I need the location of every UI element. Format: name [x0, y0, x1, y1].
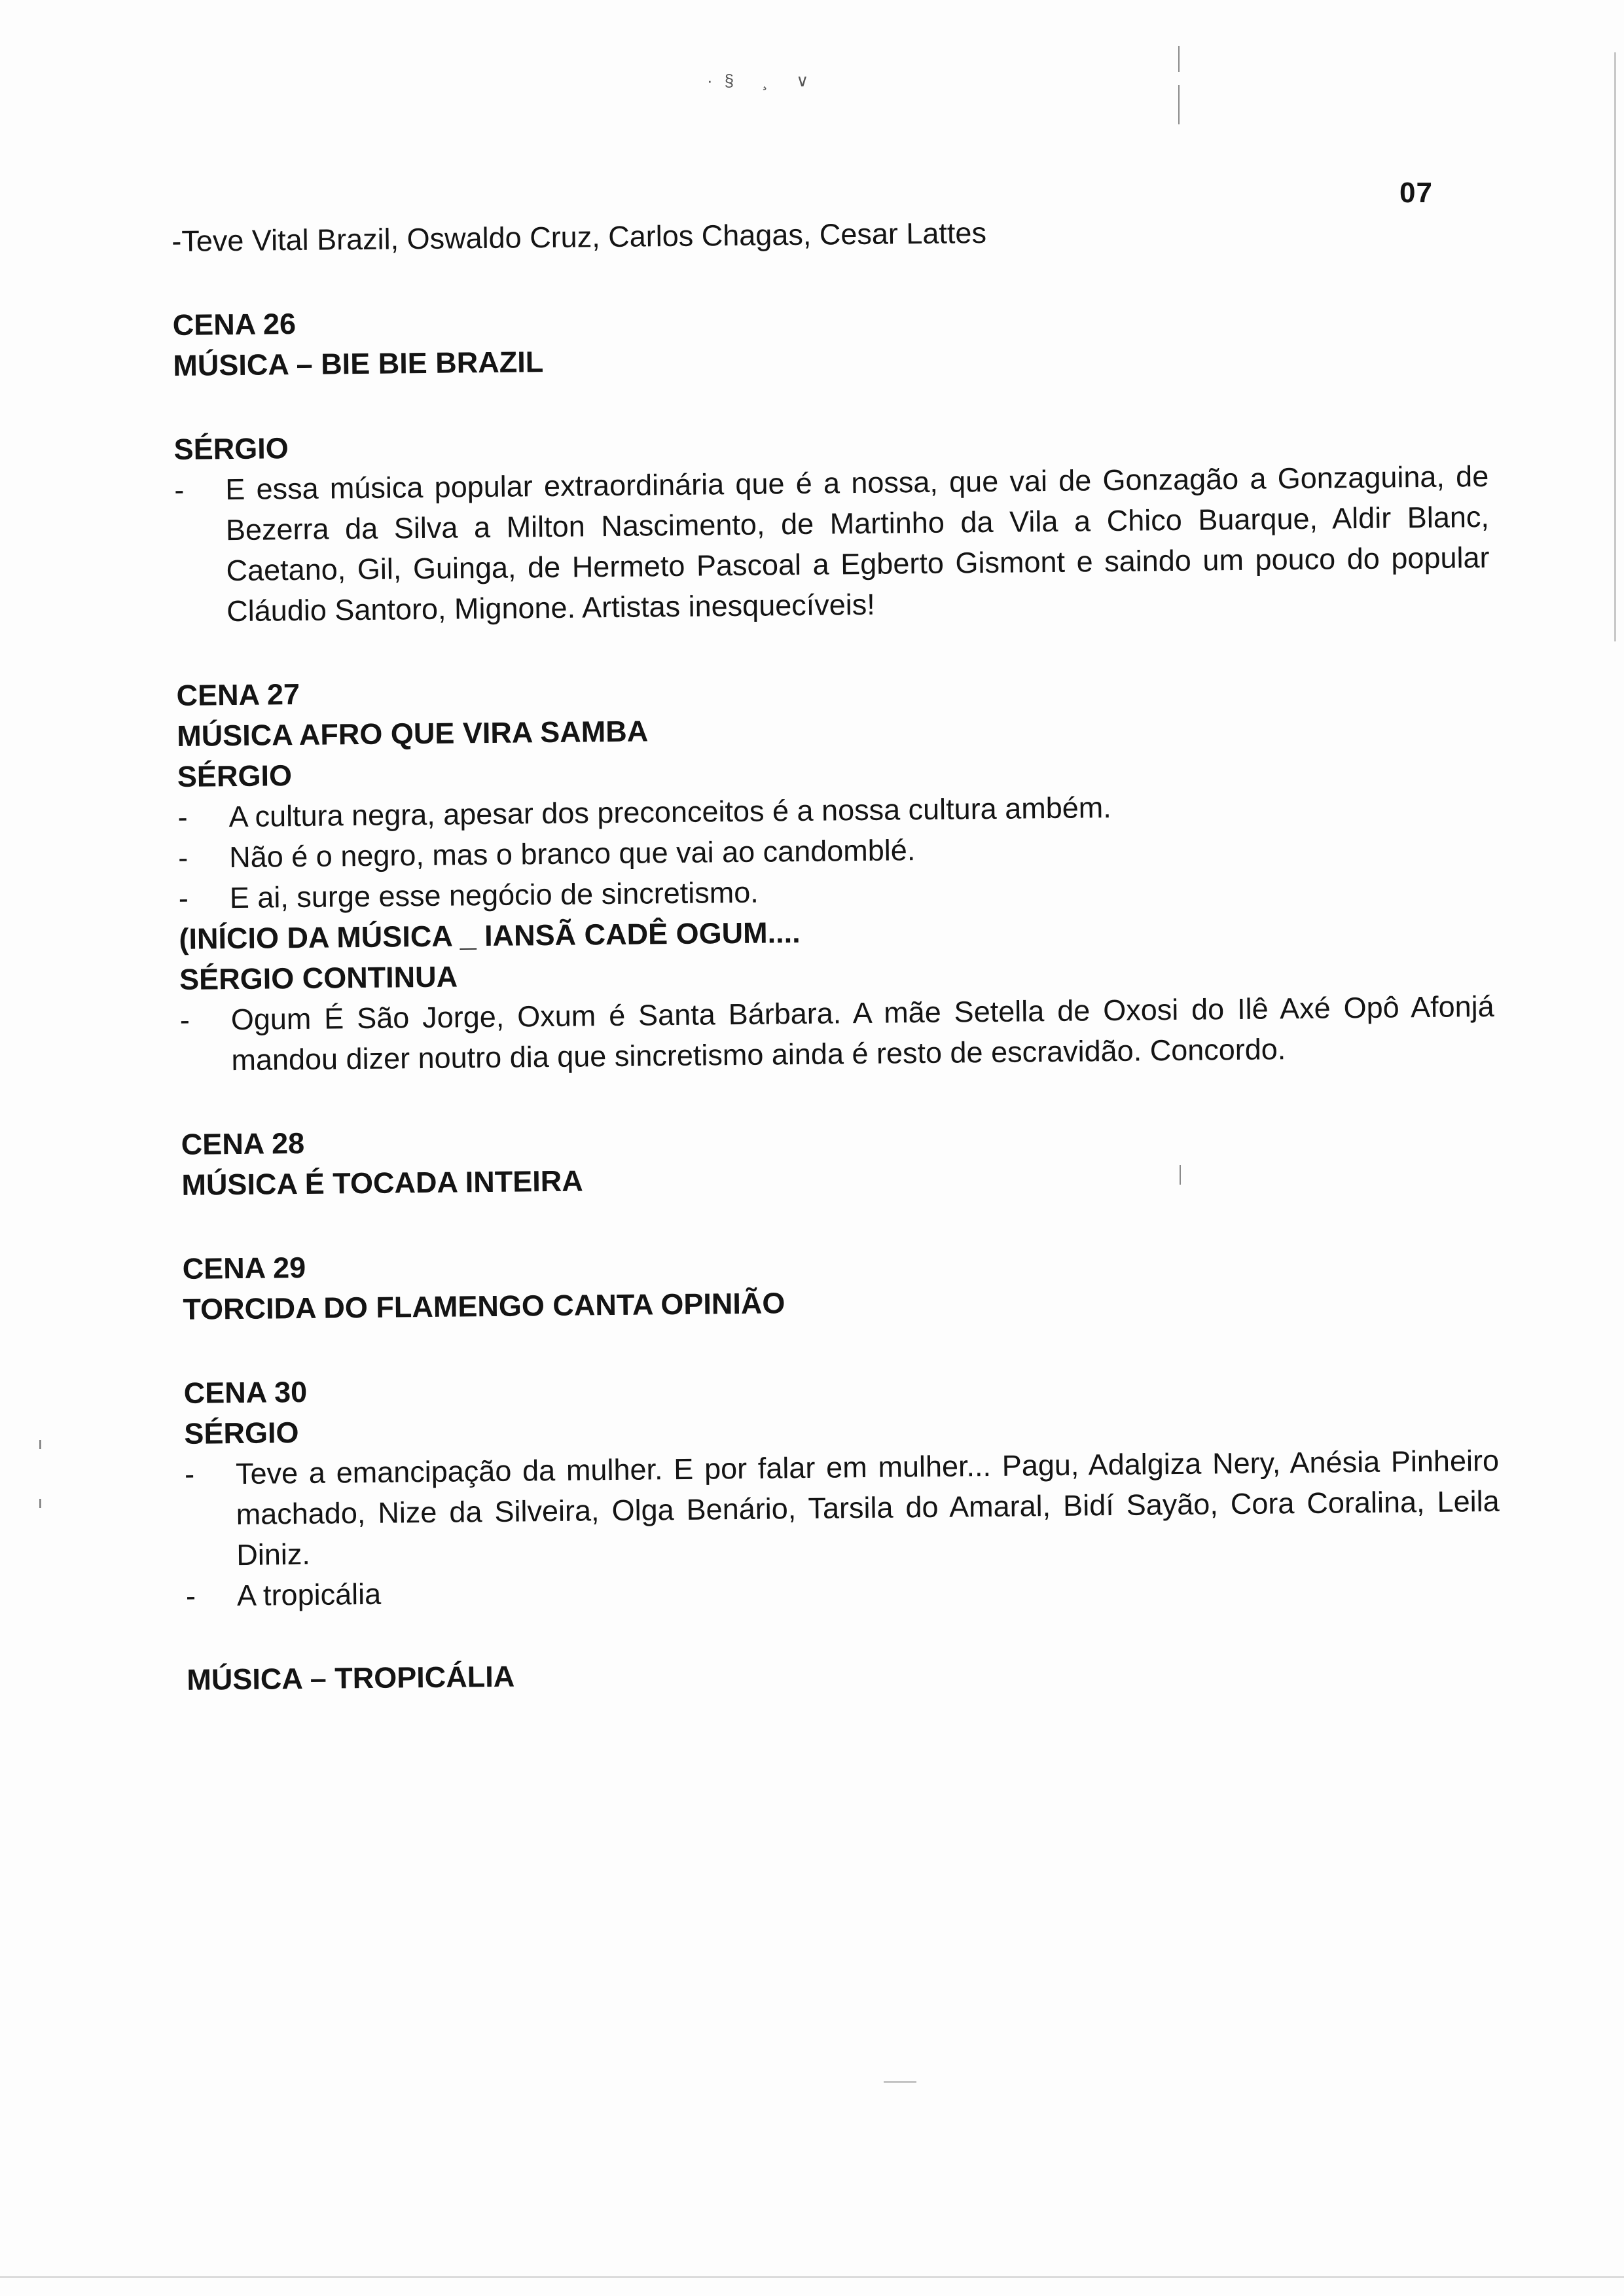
scene-28 — [181, 1111, 1497, 1206]
scan-speck — [1614, 52, 1616, 641]
scan-speck — [0, 2276, 1624, 2278]
scene-29 — [182, 1235, 1498, 1330]
header-marks: ·§ ¸ ∨ — [707, 71, 821, 90]
scan-speck — [1178, 46, 1180, 72]
dialogue-text: Teve a emancipação da mulher. E por falar em mulher... Pagu, Adalgiza Nery, Anésia Pinheiro machado, Nize da Silveira, Olga Benário, Tarsila do Amaral, Bidí Sayão, Cora Coralina, Leila Diniz. — [235, 1443, 1500, 1572]
scene-music: MÚSICA AFRO QUE VIRA SAMBA — [176, 714, 649, 753]
dialogue-line — [185, 1441, 1500, 1576]
dialogue-dash: - — [174, 473, 185, 507]
speaker-continues: SÉRGIO CONTINUA — [179, 960, 458, 996]
scene-title: CENA 30 — [183, 1374, 308, 1410]
dialogue-text: Ogum É São Jorge, Oxum é Santa Bárbara. A mãe Setella de Oxosi do Ilê Axé Opô Afonjá mandou dizer noutro dia que sincretismo ainda é resto de escravidão. Concordo. — [230, 989, 1494, 1077]
scene-title: CENA 29 — [182, 1250, 306, 1285]
dialogue-text: E essa música popular extraordinária que é a nossa, que vai de Gonzagão a Gonzaguina, de Bezerra da Silva a Milton Nascimento, de Martinho da Vila a Chico Buarque, Aldir Blanc, Caetano, Gil, Guinga, de Hermeto Pascoal a Egberto Gismont e saindo um pouco do popular Cláudio Santoro, Mignone. Artistas inesquecíveis! — [225, 459, 1490, 628]
dialogue-text: E ai, surge esse negócio de sincretismo. — [229, 875, 759, 915]
scan-speck — [39, 1440, 41, 1449]
scene-music: MÚSICA – BIE BIE BRAZIL — [173, 345, 544, 382]
scan-speck — [1178, 85, 1180, 124]
script-body — [171, 207, 1503, 1700]
scene-26 — [172, 291, 1491, 632]
closing-music: MÚSICA – TROPICÁLIA — [187, 1659, 515, 1696]
dialogue-dash: - — [184, 1457, 195, 1491]
dialogue-line — [179, 986, 1494, 1081]
scene-title: CENA 28 — [181, 1126, 305, 1161]
music-cue: (INÍCIO DA MÚSICA _ IANSÃ CADÊ OGUM.... — [179, 916, 801, 956]
dialogue-dash: - — [177, 840, 189, 874]
dialogue-text: A tropicália — [236, 1577, 382, 1613]
scan-speck — [884, 2081, 916, 2083]
dialogue-dash: - — [185, 1579, 196, 1613]
scene-music: TORCIDA DO FLAMENGO CANTA OPINIÃO — [183, 1286, 785, 1326]
page-number: 07 — [1399, 177, 1433, 209]
scene-30 — [183, 1359, 1502, 1617]
dialogue-dash: - — [178, 881, 189, 915]
scene-27 — [176, 662, 1496, 1081]
scan-speck — [39, 1499, 41, 1508]
dialogue-dash: - — [177, 800, 188, 834]
speaker-name: SÉRGIO — [177, 759, 293, 793]
dialogue-text: Não é o negro, mas o branco que vai ao candomblé. — [228, 833, 916, 874]
scene-title: CENA 27 — [176, 677, 300, 712]
scene-music: MÚSICA É TOCADA INTEIRA — [181, 1164, 584, 1202]
dialogue-text: A cultura negra, apesar dos preconceitos é a nossa cultura ambém. — [228, 791, 1111, 834]
scan-speck — [1180, 1165, 1181, 1185]
speaker-name: SÉRGIO — [184, 1416, 299, 1450]
dialogue-line — [174, 456, 1490, 632]
intro-line: -Teve Vital Brazil, Oswaldo Cruz, Carlos Chagas, Cesar Lattes — [171, 215, 987, 258]
scene-title: CENA 26 — [172, 307, 297, 342]
speaker-name: SÉRGIO — [173, 431, 289, 466]
dialogue-dash: - — [179, 1003, 190, 1037]
